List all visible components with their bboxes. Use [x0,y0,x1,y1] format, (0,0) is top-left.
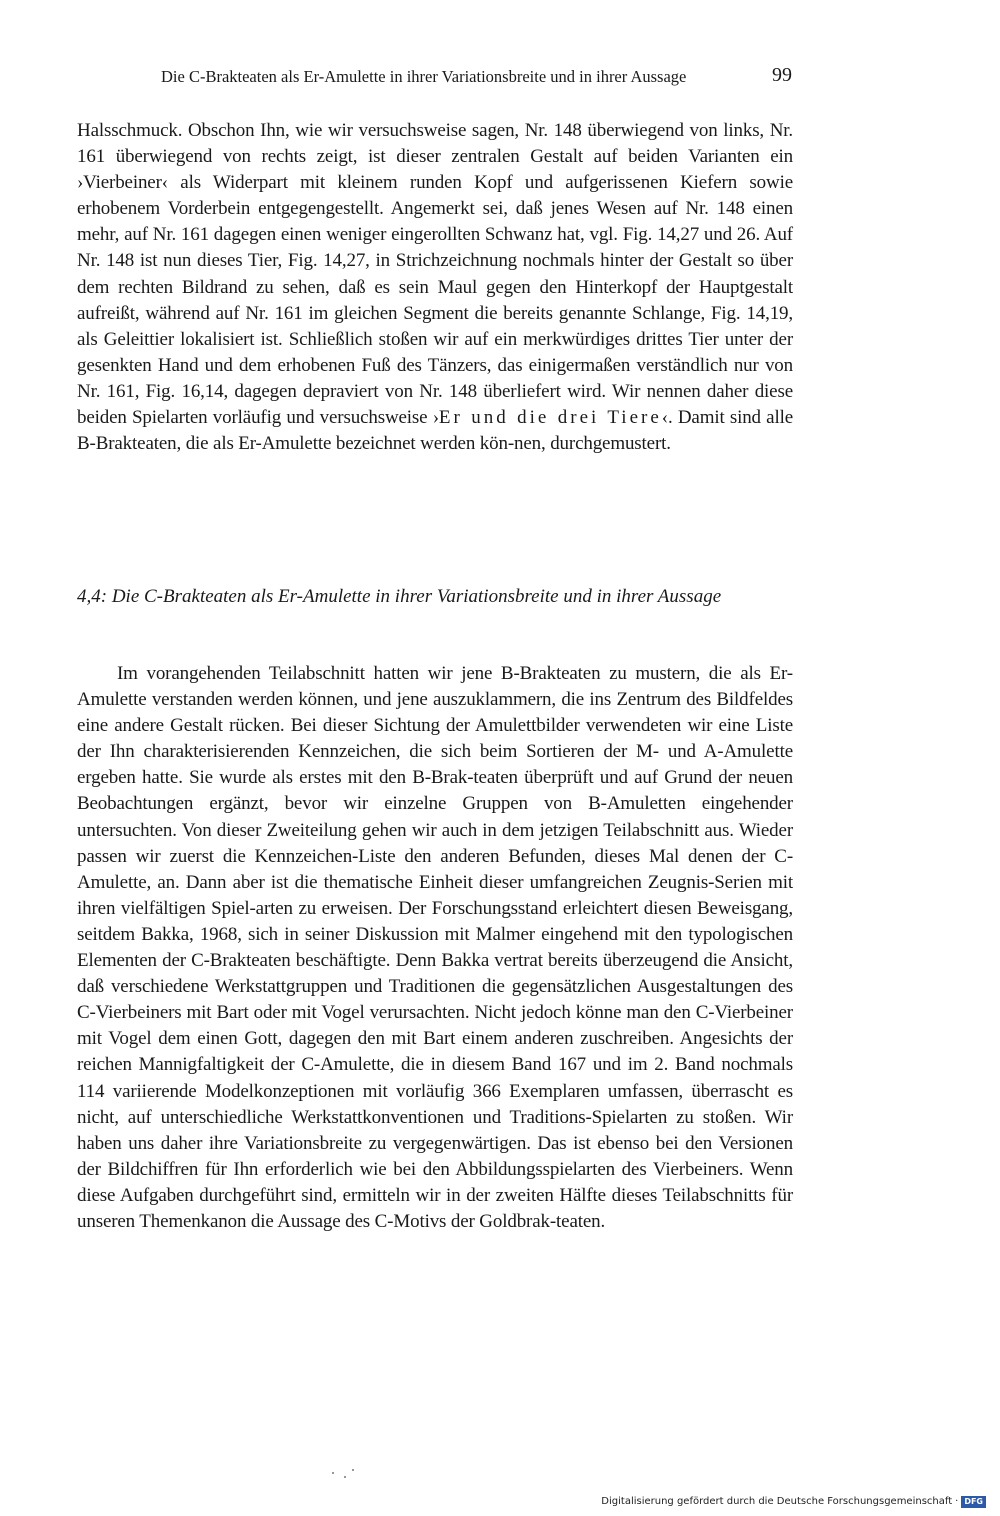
spaced-term: Er und die drei Tiere [438,407,662,429]
paragraph-1-text-a: Halsschmuck. Obschon Ihn, wie wir versuchsweise sagen, Nr. 148 überwiegend von links, Nr. 161 überwiegend von rechts zeigt, ist dieser zentralen Gestalt auf beiden Varianten ein ›Vierbeiner‹ als Widerpart mit kleinem runden Kopf und aufgerissenen Kiefern sowie erhobenem Vorderbein entgegengestellt. Angemerkt sei, daß jenes Wesen auf Nr. 148 einen mehr, auf Nr. 161 dagegen einen weniger eingerollten Schwanz hat, vgl. Fig. 14,27 und 26. Auf Nr. 148 ist nun dieses Tier, Fig. 14,27, in Strichzeichnung nochmals hinter der Gestalt so über dem rechten Bildrand zu sehen, daß es sein Maul gegen den Hinterkopf der Hauptgestalt aufreißt, während auf Nr. 161 im gleichen Segment die bereits genannte Schlange, Fig. 14,19, als Geleittier lokalisiert ist. Schließlich stoßen wir auf ein merkwürdiges drittes Tier unter der gesenkten Hand und dem erhobenen Fuß des Tänzers, das einigermaßen verständlich nur von Nr. 161, Fig. 16,14, dagegen depraviert von Nr. 148 überliefert wird. Wir nennen daher diese beiden Spielarten vorläufig und versuchsweise › [77,120,793,429]
footer-credit: Digitalisierung gefördert durch die Deutsche Forschungsgemeinschaft [601,1496,953,1507]
digitization-footer [601,1496,986,1508]
running-header: Die C-Brakteaten als Er-Amulette in ihrer Variationsbreite und in ihrer Aussage [161,67,687,86]
paragraph-1-text-b: ‹. Damit sind alle B-Brakteaten, die als Er-Amulette bezeichnet werden kön-nen, durchgemustert. [77,407,793,455]
dfg-logo-icon: DFG [961,1496,986,1508]
scan-specks [330,1468,360,1480]
page-number: 99 [772,64,792,86]
footer-separator: · [955,1496,959,1507]
section-heading: 4,4: Die C-Brakteaten als Er-Amulette in ihrer Variationsbreite und in ihrer Aussage [77,586,722,607]
body-paragraph-1 [77,118,793,457]
body-paragraph-2: Im vorangehenden Teilabschnitt hatten wir jene B-Brakteaten zu mustern, die als Er-Amulette verstanden werden können, und jene auszuklammern, die ins Zentrum des Bildfeldes eine andere Gestalt rücken. Bei dieser Sichtung der Amulettbilder verwendeten wir eine Liste der Ihn charakterisierenden Kennzeichen, die sich beim Sortieren der M- und A-Amulette ergeben hatte. Sie wurde als erstes mit den B-Brak-teaten überprüft und auf Grund der neuen Beobachtungen ergänzt, bevor wir einzelne Gruppen von B-Amuletten eingehender untersuchten. Von dieser Zweiteilung gehen wir auch in dem jetzigen Teilabschnitt aus. Wieder passen wir zuerst die Kennzeichen-Liste den anderen Befunden, dieses Mal denen der C-Amulette, an. Dann aber ist die thematische Einheit dieser umfangreichen Zeugnis-Serien mit ihren vielfältigen Spiel-arten zu erweisen. Der Forschungsstand erleichtert diesen Beweisgang, seitdem Bakka, 1968, sich in seiner Diskussion mit Malmer eingehend mit den typologischen Elementen der C-Brakteaten beschäftigte. Denn Bakka vertrat bereits überzeugend die Ansicht, daß verschiedene Werkstattgruppen und Traditionen die gegensätzlichen Ausgestaltungen des C-Vierbeiners mit Bart oder mit Vogel verursachten. Nicht jedoch könne man den C-Vierbeiner mit Vogel dem einen Gott, dagegen den mit Bart einem anderen zuschreiben. Angesichts der reichen Mannigfaltigkeit der C-Amulette, die in diesem Band 167 und im 2. Band nochmals 114 variierende Modelkonzeptionen mit vorläufig 366 Exemplaren umfassen, überrascht es nicht, auf unterschiedliche Werkstattkonventionen und Traditions-Spielarten zu stoßen. Wir haben uns daher ihre Variationsbreite zu vergegenwärtigen. Das ist ebenso bei den Versionen der Bildchiffren für Ihn erforderlich wie bei den Abbildungsspielarten des Vierbeiners. Wenn diese Aufgaben durchgeführt sind, ermitteln wir in der zweiten Hälfte dieses Teilabschnitts für unseren Themenkanon die Aussage des C-Motivs der Goldbrak-teaten. [77,663,793,1232]
